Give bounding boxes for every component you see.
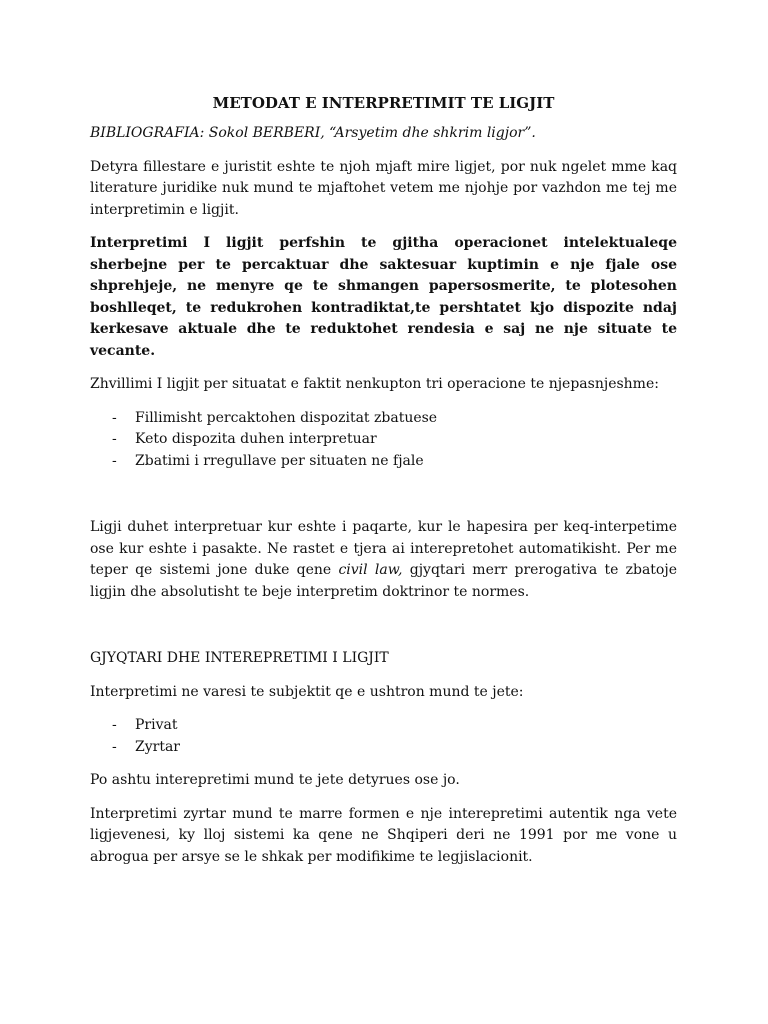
list-item xyxy=(90,408,677,430)
paragraph-intro: Detyra fillestare e juristit eshte te njoh mjaft mire ligjet, por nuk ngelet mme kaq literature juridike nuk mund te mjaftohet vetem me njohje por vazhdon me tej me interpretimin e ligjit. xyxy=(90,158,677,218)
paragraph-operations: Zhvillimi I ligjit per situatat e faktit nenkupton tri operacione te njepasnjeshme: xyxy=(90,376,659,392)
paragraph-text: gjyqtari merr prerogativa te zbatoje ligjin dhe absolutisht te beje interpretim doktrinor te normes. xyxy=(90,562,677,600)
list-item-text: Keto dispozita duhen interpretuar xyxy=(135,431,377,447)
list-item xyxy=(90,429,677,451)
paragraph-text: Ligji duhet interpretuar kur eshte i paqarte, kur le hapesira per keq-interpetime ose kur eshte i pasakte. Ne rastet e tjera ai interepretohet automatikisht. Per me teper qe sistemi jone duke qene xyxy=(90,519,677,578)
list-dash: - xyxy=(112,409,117,426)
document-page xyxy=(90,92,677,880)
paragraph-when-interpret xyxy=(90,517,677,603)
list-dash: - xyxy=(112,738,117,755)
list-item xyxy=(90,737,677,759)
paragraph-official: Interpretimi zyrtar mund te marre formen e nje interepretimi autentik nga vete ligjevenesi, ky lloj sistemi ka qene ne Shqiperi deri ne 1991 por me vone u abrogua per arsye se le shkak per modifikime te legjislacionit. xyxy=(90,805,677,865)
list-dash: - xyxy=(112,452,117,469)
list-item-text: Zyrtar xyxy=(135,738,180,755)
document-title: METODAT E INTERPRETIMIT TE LIGJIT xyxy=(212,94,555,112)
spacer xyxy=(90,615,677,648)
bibliography-line: BIBLIOGRAFIA: Sokol BERBERI, “Arsyetim dhe shkrim ligjor”. xyxy=(90,125,536,141)
list-item-text: Fillimisht percaktohen dispozitat zbatuese xyxy=(135,409,438,426)
list-item-text: Zbatimi i rregullave per situaten ne fjale xyxy=(135,452,424,469)
civil-law-term: civil law, xyxy=(338,562,403,578)
list-dash: - xyxy=(112,431,117,447)
list-dash: - xyxy=(112,717,117,733)
list-item xyxy=(90,451,677,473)
operations-list xyxy=(90,408,677,473)
section-heading: GJYQTARI DHE INTEREPRETIMI I LIGJIT xyxy=(90,650,389,666)
paragraph-binding: Po ashtu interepretimi mund te jete detyrues ose jo. xyxy=(90,772,460,788)
paragraph-definition: Interpretimi I ligjit perfshin te gjitha operacionet intelektualeqe sherbejne per te percaktuar dhe saktesuar kuptimin e nje fjale ose shprehjeje, ne menyre qe te shmangen papersosmerite, te plotesohen boshlleqet, te redukrohen kontradiktat,te pershtatet kjo dispozite ndaj kerkesave aktuale dhe te reduktohet rendesia e saj ne nje situate te vecante. xyxy=(90,235,677,359)
paragraph-subject: Interpretimi ne varesi te subjektit qe e ushtron mund te jete: xyxy=(90,683,524,700)
subject-list xyxy=(90,715,677,758)
list-item xyxy=(90,715,677,737)
list-item-text: Privat xyxy=(135,717,178,733)
spacer xyxy=(90,484,677,517)
